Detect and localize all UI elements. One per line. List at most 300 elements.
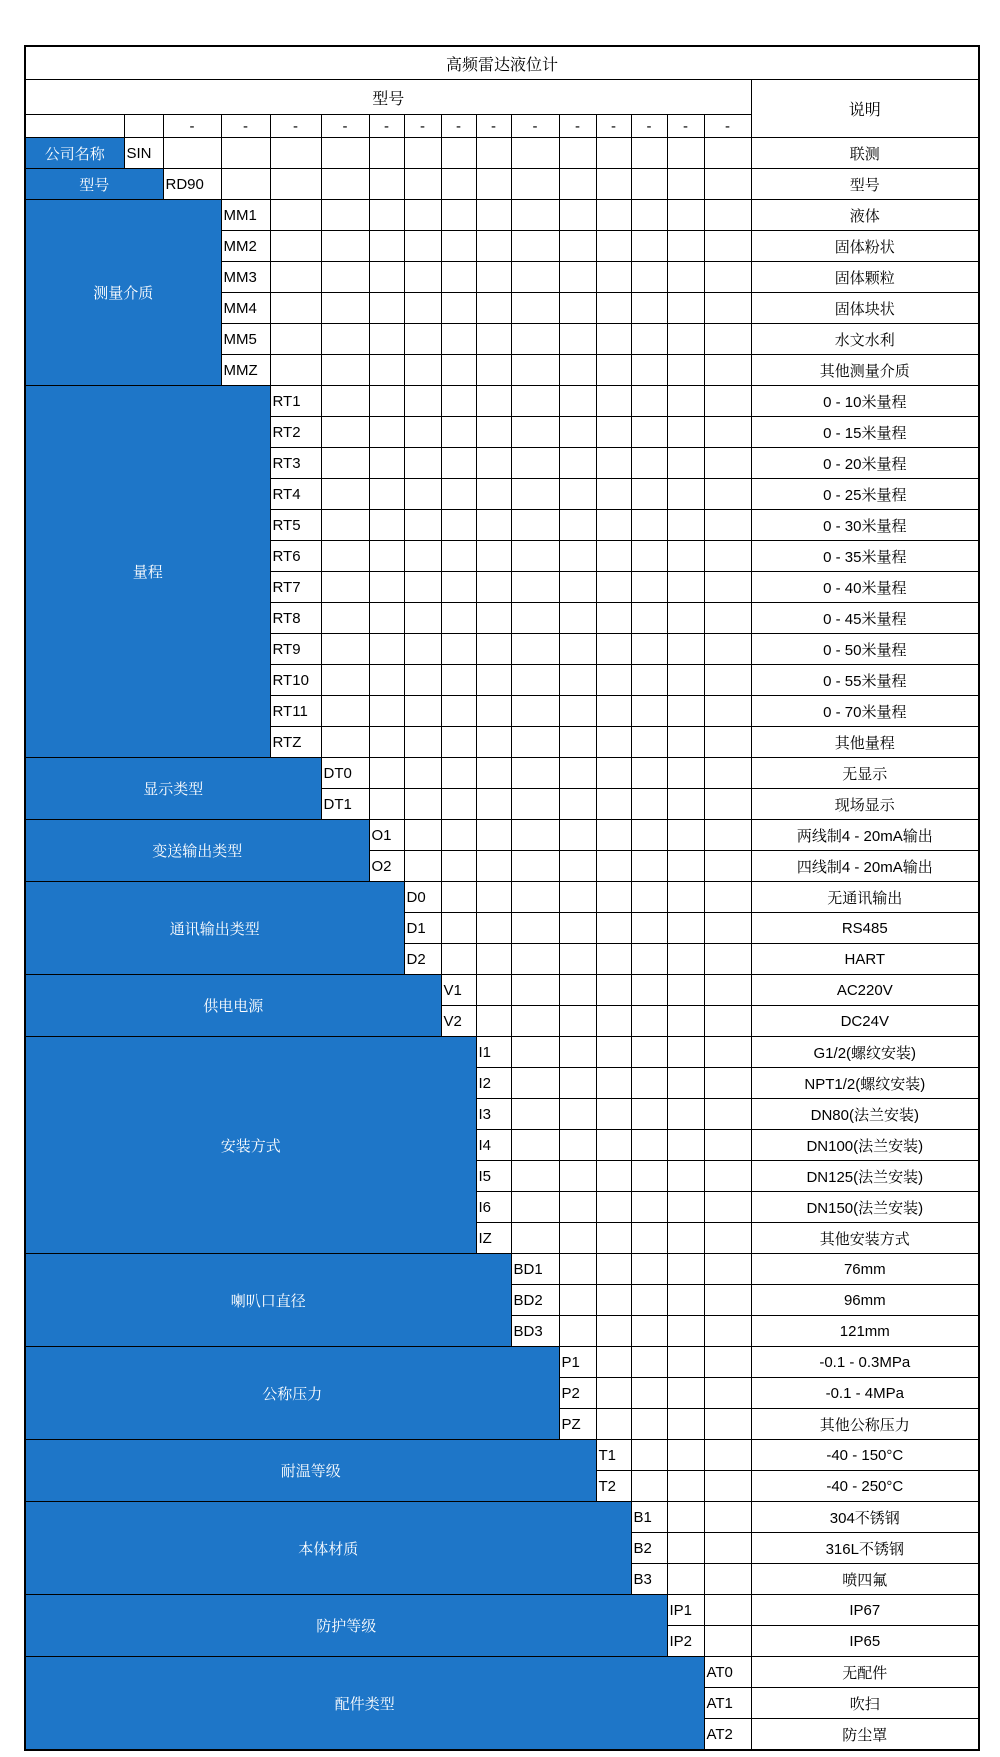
empty-cell [404, 262, 441, 293]
empty-cell [667, 510, 704, 541]
empty-cell [667, 138, 704, 169]
empty-cell [369, 138, 404, 169]
empty-cell [704, 541, 751, 572]
empty-cell [559, 634, 596, 665]
empty-cell [441, 634, 476, 665]
empty-cell [369, 665, 404, 696]
empty-cell [631, 1316, 667, 1347]
empty-cell [596, 200, 631, 231]
empty-cell [559, 1285, 596, 1316]
option-description-cell: 0 - 55米量程 [751, 665, 979, 696]
empty-cell [631, 665, 667, 696]
empty-cell [511, 479, 559, 510]
empty-cell [559, 975, 596, 1006]
empty-cell [704, 944, 751, 975]
empty-cell [476, 944, 511, 975]
empty-cell [476, 727, 511, 758]
section-label: 公称压力 [25, 1347, 559, 1440]
table-row [25, 882, 979, 913]
option-code-cell: MM5 [221, 324, 270, 355]
option-code-cell: RT9 [270, 634, 321, 665]
empty-cell [404, 169, 441, 200]
empty-cell [369, 262, 404, 293]
empty-cell [631, 169, 667, 200]
empty-cell [704, 1502, 751, 1533]
separator-cell: - [270, 115, 321, 138]
empty-cell [369, 789, 404, 820]
option-code-cell: P2 [559, 1378, 596, 1409]
empty-cell [321, 665, 369, 696]
section-label: 本体材质 [25, 1502, 631, 1595]
option-code-cell: MM3 [221, 262, 270, 293]
empty-cell [476, 138, 511, 169]
empty-cell [667, 262, 704, 293]
empty-cell [667, 634, 704, 665]
empty-cell [631, 913, 667, 944]
empty-cell [441, 789, 476, 820]
separator-cell: - [559, 115, 596, 138]
empty-cell [559, 758, 596, 789]
option-description-cell: 两线制4 - 20mA输出 [751, 820, 979, 851]
empty-cell [596, 913, 631, 944]
table-row [25, 169, 979, 200]
option-description-cell: 型号 [751, 169, 979, 200]
empty-cell [511, 758, 559, 789]
empty-cell [404, 510, 441, 541]
empty-cell [667, 1378, 704, 1409]
empty-cell [511, 293, 559, 324]
empty-cell [124, 115, 163, 138]
empty-cell [704, 448, 751, 479]
option-code-cell: IP2 [667, 1626, 704, 1657]
empty-cell [476, 975, 511, 1006]
option-description-cell: DN150(法兰安装) [751, 1192, 979, 1223]
empty-cell [511, 975, 559, 1006]
option-code-cell: RT1 [270, 386, 321, 417]
option-code-cell: D0 [404, 882, 441, 913]
option-description-cell: 0 - 30米量程 [751, 510, 979, 541]
option-code-cell: DT0 [321, 758, 369, 789]
option-code-cell: RT7 [270, 572, 321, 603]
empty-cell [441, 851, 476, 882]
empty-cell [631, 1130, 667, 1161]
empty-cell [704, 758, 751, 789]
empty-cell [704, 138, 751, 169]
empty-cell [704, 789, 751, 820]
empty-cell [704, 231, 751, 262]
section-label: 耐温等级 [25, 1440, 596, 1502]
option-code-cell: MM1 [221, 200, 270, 231]
option-description-cell: 76mm [751, 1254, 979, 1285]
empty-cell [667, 355, 704, 386]
empty-cell [559, 448, 596, 479]
empty-cell [704, 1068, 751, 1099]
empty-cell [511, 882, 559, 913]
empty-cell [369, 572, 404, 603]
empty-cell [321, 603, 369, 634]
empty-cell [404, 293, 441, 324]
empty-cell [596, 262, 631, 293]
option-description-cell: RS485 [751, 913, 979, 944]
empty-cell [596, 944, 631, 975]
empty-cell [596, 1347, 631, 1378]
section-label: 配件类型 [25, 1657, 704, 1751]
option-code-cell: V2 [441, 1006, 476, 1037]
empty-cell [631, 510, 667, 541]
option-description-cell: 联测 [751, 138, 979, 169]
empty-cell [511, 1223, 559, 1254]
option-code-cell: I5 [476, 1161, 511, 1192]
empty-cell [369, 231, 404, 262]
empty-cell [667, 1533, 704, 1564]
empty-cell [704, 1533, 751, 1564]
separator-cell: - [369, 115, 404, 138]
option-description-cell: 固体粉状 [751, 231, 979, 262]
empty-cell [476, 665, 511, 696]
section-label: 测量介质 [25, 200, 221, 386]
table-row [25, 200, 979, 231]
empty-cell [704, 1130, 751, 1161]
empty-cell [441, 479, 476, 510]
empty-cell [667, 1068, 704, 1099]
option-description-cell: 其他安装方式 [751, 1223, 979, 1254]
empty-cell [511, 510, 559, 541]
option-code-cell: MM4 [221, 293, 270, 324]
option-description-cell: 0 - 70米量程 [751, 696, 979, 727]
empty-cell [631, 975, 667, 1006]
option-description-cell: 0 - 35米量程 [751, 541, 979, 572]
option-description-cell: 喷四氟 [751, 1564, 979, 1595]
empty-cell [476, 448, 511, 479]
empty-cell [404, 541, 441, 572]
empty-cell [667, 1006, 704, 1037]
empty-cell [667, 324, 704, 355]
empty-cell [704, 1564, 751, 1595]
empty-cell [631, 1037, 667, 1068]
empty-cell [704, 634, 751, 665]
option-description-cell: 现场显示 [751, 789, 979, 820]
empty-cell [559, 355, 596, 386]
empty-cell [321, 572, 369, 603]
empty-cell [596, 169, 631, 200]
empty-cell [441, 138, 476, 169]
empty-cell [476, 169, 511, 200]
option-code-cell: I1 [476, 1037, 511, 1068]
empty-cell [559, 479, 596, 510]
empty-cell [596, 1378, 631, 1409]
option-code-cell: B3 [631, 1564, 667, 1595]
empty-cell [631, 1471, 667, 1502]
empty-cell [667, 758, 704, 789]
table-row [25, 1440, 979, 1471]
table-row [25, 386, 979, 417]
empty-cell [704, 696, 751, 727]
empty-cell [441, 696, 476, 727]
separator-cell: - [596, 115, 631, 138]
empty-cell [441, 262, 476, 293]
option-code-cell: B2 [631, 1533, 667, 1564]
empty-cell [559, 1130, 596, 1161]
option-code-cell: SIN [124, 138, 163, 169]
empty-cell [404, 231, 441, 262]
empty-cell [631, 603, 667, 634]
empty-cell [596, 572, 631, 603]
empty-cell [704, 1006, 751, 1037]
empty-cell [596, 882, 631, 913]
option-code-cell: IZ [476, 1223, 511, 1254]
separator-cell: - [163, 115, 221, 138]
empty-cell [25, 115, 124, 138]
option-description-cell: G1/2(螺纹安装) [751, 1037, 979, 1068]
empty-cell [667, 1285, 704, 1316]
empty-cell [441, 882, 476, 913]
empty-cell [631, 820, 667, 851]
empty-cell [667, 696, 704, 727]
empty-cell [559, 417, 596, 448]
section-label: 公司名称 [25, 138, 124, 169]
empty-cell [270, 138, 321, 169]
empty-cell [270, 324, 321, 355]
empty-cell [369, 758, 404, 789]
empty-cell [631, 262, 667, 293]
empty-cell [369, 355, 404, 386]
empty-cell [511, 1006, 559, 1037]
empty-cell [476, 324, 511, 355]
option-code-cell: BD3 [511, 1316, 559, 1347]
empty-cell [704, 1347, 751, 1378]
empty-cell [667, 1192, 704, 1223]
empty-cell [511, 138, 559, 169]
empty-cell [511, 1099, 559, 1130]
empty-cell [476, 293, 511, 324]
empty-cell [631, 1192, 667, 1223]
empty-cell [321, 138, 369, 169]
empty-cell [667, 417, 704, 448]
empty-cell [667, 1037, 704, 1068]
empty-cell [511, 789, 559, 820]
empty-cell [631, 1006, 667, 1037]
empty-cell [631, 138, 667, 169]
empty-cell [631, 1285, 667, 1316]
empty-cell [631, 200, 667, 231]
empty-cell [704, 169, 751, 200]
empty-cell [631, 1440, 667, 1471]
empty-cell [511, 417, 559, 448]
empty-cell [321, 479, 369, 510]
empty-cell [631, 479, 667, 510]
option-description-cell: 吹扫 [751, 1688, 979, 1719]
empty-cell [559, 169, 596, 200]
option-code-cell: RD90 [163, 169, 221, 200]
empty-cell [596, 1006, 631, 1037]
empty-cell [559, 510, 596, 541]
empty-cell [369, 293, 404, 324]
empty-cell [596, 1192, 631, 1223]
empty-cell [321, 448, 369, 479]
option-code-cell: BD2 [511, 1285, 559, 1316]
empty-cell [511, 603, 559, 634]
empty-cell [476, 572, 511, 603]
empty-cell [667, 541, 704, 572]
empty-cell [511, 727, 559, 758]
empty-cell [704, 572, 751, 603]
empty-cell [704, 200, 751, 231]
empty-cell [404, 634, 441, 665]
table-row [25, 80, 979, 115]
empty-cell [596, 1161, 631, 1192]
empty-cell [667, 913, 704, 944]
empty-cell [559, 1099, 596, 1130]
option-description-cell: 防尘罩 [751, 1719, 979, 1751]
empty-cell [511, 665, 559, 696]
empty-cell [631, 386, 667, 417]
empty-cell [667, 1564, 704, 1595]
empty-cell [441, 417, 476, 448]
option-description-cell: 其他量程 [751, 727, 979, 758]
empty-cell [404, 448, 441, 479]
empty-cell [270, 293, 321, 324]
empty-cell [511, 944, 559, 975]
option-code-cell: PZ [559, 1409, 596, 1440]
empty-cell [321, 200, 369, 231]
empty-cell [369, 324, 404, 355]
empty-cell [441, 200, 476, 231]
empty-cell [511, 324, 559, 355]
empty-cell [596, 1316, 631, 1347]
empty-cell [559, 1192, 596, 1223]
empty-cell [404, 417, 441, 448]
empty-cell [631, 1161, 667, 1192]
empty-cell [704, 1595, 751, 1626]
option-description-cell: DN80(法兰安装) [751, 1099, 979, 1130]
option-description-cell: 0 - 15米量程 [751, 417, 979, 448]
empty-cell [441, 665, 476, 696]
empty-cell [667, 1502, 704, 1533]
option-description-cell: NPT1/2(螺纹安装) [751, 1068, 979, 1099]
empty-cell [511, 231, 559, 262]
empty-cell [667, 1347, 704, 1378]
empty-cell [404, 572, 441, 603]
empty-cell [441, 572, 476, 603]
empty-cell [631, 1409, 667, 1440]
empty-cell [404, 820, 441, 851]
empty-cell [596, 293, 631, 324]
empty-cell [559, 603, 596, 634]
table-row [25, 1595, 979, 1626]
section-label: 型号 [25, 169, 163, 200]
empty-cell [441, 448, 476, 479]
empty-cell [476, 541, 511, 572]
empty-cell [667, 882, 704, 913]
empty-cell [667, 789, 704, 820]
empty-cell [321, 355, 369, 386]
option-code-cell: RT3 [270, 448, 321, 479]
option-code-cell: RT10 [270, 665, 321, 696]
empty-cell [441, 169, 476, 200]
empty-cell [559, 1006, 596, 1037]
empty-cell [369, 603, 404, 634]
empty-cell [704, 1223, 751, 1254]
empty-cell [511, 200, 559, 231]
empty-cell [667, 572, 704, 603]
empty-cell [631, 944, 667, 975]
option-description-cell: 固体颗粒 [751, 262, 979, 293]
empty-cell [321, 324, 369, 355]
empty-cell [631, 851, 667, 882]
option-code-cell: IP1 [667, 1595, 704, 1626]
empty-cell [559, 1316, 596, 1347]
section-label: 显示类型 [25, 758, 321, 820]
empty-cell [369, 510, 404, 541]
empty-cell [559, 1068, 596, 1099]
empty-cell [631, 541, 667, 572]
empty-cell [631, 324, 667, 355]
option-code-cell: P1 [559, 1347, 596, 1378]
empty-cell [321, 541, 369, 572]
option-description-cell: 0 - 20米量程 [751, 448, 979, 479]
empty-cell [559, 572, 596, 603]
option-description-cell: 0 - 10米量程 [751, 386, 979, 417]
option-description-cell: IP65 [751, 1626, 979, 1657]
empty-cell [511, 696, 559, 727]
empty-cell [667, 851, 704, 882]
empty-cell [631, 448, 667, 479]
empty-cell [476, 200, 511, 231]
empty-cell [221, 138, 270, 169]
table-row [25, 758, 979, 789]
empty-cell [704, 1471, 751, 1502]
empty-cell [559, 1254, 596, 1285]
empty-cell [404, 138, 441, 169]
empty-cell [404, 851, 441, 882]
option-code-cell: V1 [441, 975, 476, 1006]
empty-cell [559, 727, 596, 758]
separator-cell: - [476, 115, 511, 138]
empty-cell [596, 479, 631, 510]
option-description-cell: 无配件 [751, 1657, 979, 1688]
option-code-cell: O2 [369, 851, 404, 882]
empty-cell [221, 169, 270, 200]
empty-cell [476, 262, 511, 293]
empty-cell [559, 231, 596, 262]
separator-cell: - [631, 115, 667, 138]
empty-cell [704, 1161, 751, 1192]
empty-cell [631, 1223, 667, 1254]
empty-cell [667, 1471, 704, 1502]
empty-cell [404, 789, 441, 820]
empty-cell [631, 293, 667, 324]
empty-cell [476, 479, 511, 510]
option-code-cell: MM2 [221, 231, 270, 262]
empty-cell [404, 324, 441, 355]
empty-cell [404, 200, 441, 231]
empty-cell [704, 1285, 751, 1316]
option-description-cell: 304不锈钢 [751, 1502, 979, 1533]
separator-cell: - [441, 115, 476, 138]
empty-cell [631, 355, 667, 386]
option-code-cell: I3 [476, 1099, 511, 1130]
empty-cell [631, 789, 667, 820]
empty-cell [511, 1130, 559, 1161]
empty-cell [631, 882, 667, 913]
empty-cell [559, 324, 596, 355]
empty-cell [441, 386, 476, 417]
empty-cell [476, 386, 511, 417]
empty-cell [476, 758, 511, 789]
empty-cell [596, 789, 631, 820]
empty-cell [596, 1409, 631, 1440]
empty-cell [321, 231, 369, 262]
